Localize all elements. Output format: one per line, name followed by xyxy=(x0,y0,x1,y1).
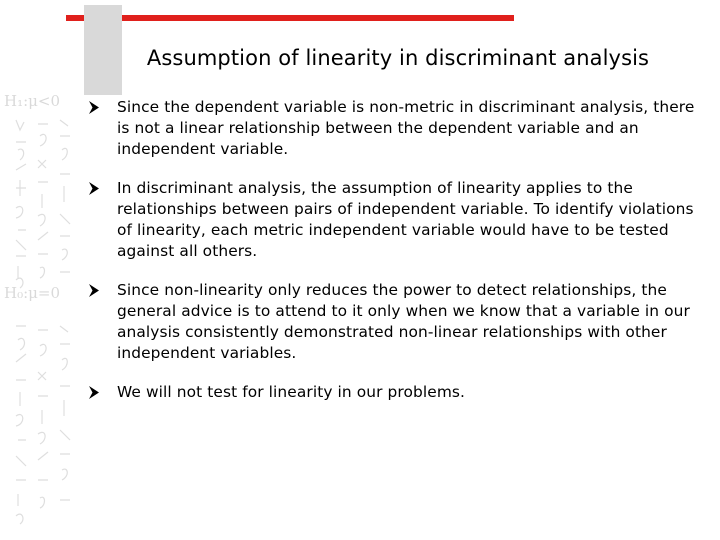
watermark-hypothesis-h1: H₁:μ<0 xyxy=(4,92,61,110)
bullet-item xyxy=(88,97,700,160)
title-accent-bar xyxy=(66,15,514,21)
bullet-item xyxy=(88,280,700,364)
bullet-text: We will not test for linearity in our problems. xyxy=(117,383,466,401)
bullet-text: Since the dependent variable is non-metric in discriminant analysis, there is not a linear relationship between the dependent variable and an independent variable. xyxy=(117,98,695,158)
math-formula-watermark xyxy=(2,90,82,530)
bullet-text: Since non-linearity only reduces the power to detect relationships, the general advice is to attend to it only when we know that a variable in our analysis consistently demonstrated non-linear relationships with other independent variables. xyxy=(117,281,690,362)
slide-title: Assumption of linearity in discriminant analysis xyxy=(146,46,650,70)
arrowhead-bullet-icon xyxy=(88,385,100,400)
arrowhead-bullet-icon xyxy=(88,100,100,115)
arrowhead-bullet-icon xyxy=(88,283,100,298)
bullet-item xyxy=(88,382,700,403)
arrowhead-bullet-icon xyxy=(88,181,100,196)
bullet-text: In discriminant analysis, the assumption of linearity applies to the relationships between pairs of independent variable. To identify violations of linearity, each metric independent variable would have to be tested against all others. xyxy=(117,179,694,260)
bullet-list xyxy=(88,97,700,403)
bullet-item xyxy=(88,178,700,262)
watermark-hypothesis-h0: H₀:μ=0 xyxy=(4,284,61,302)
